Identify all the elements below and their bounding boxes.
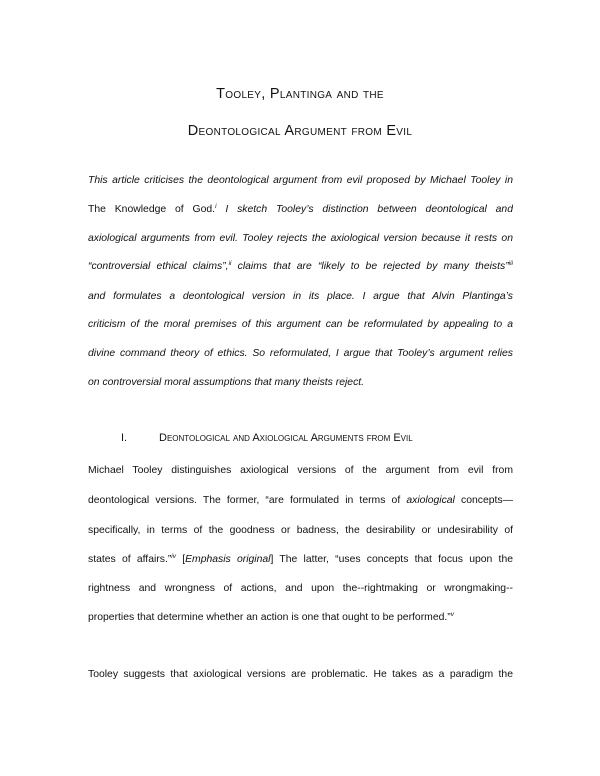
body-line: Tooley suggests that axiological versions are problematic. He takes as a paradigm the [88, 669, 513, 680]
endnote-marker: i [215, 203, 217, 210]
title-line-1: Tooley, Plantinga and the [216, 86, 384, 102]
title-line-2: Deontological Argument from Evil [187, 123, 413, 139]
body-line: deontological versions. The former, “are formulated in terms of axiological concepts— [88, 495, 513, 506]
endnote-marker: iii [508, 260, 513, 267]
section-title: Deontological and Axiological Arguments from Evil [159, 432, 413, 444]
endnote-marker: iv [171, 553, 176, 560]
abstract-line-1: This article criticises the deontological argument from evil proposed by Michael Tooley in [88, 175, 513, 186]
body-line: specifically, in terms of the goodness or badness, the desirability or undesirability of [88, 525, 513, 536]
endnote-marker: ii [228, 260, 232, 267]
abstract-line-3: axiological arguments from evil. Tooley rejects the axiological version because it rests on [88, 233, 513, 244]
section-number: I. [121, 432, 128, 444]
body-line: rightness and wrongness of actions, and upon the--rightmaking or wrongmaking-- [88, 583, 513, 594]
section-heading [121, 432, 413, 444]
book-title: The Knowledge of God. [88, 204, 216, 215]
abstract-line-6: criticism of the moral premises of this argument can be reformulated by appealing to a [88, 319, 513, 330]
abstract-line-2: The Knowledge of God.$^i$ I sketch Tooley’s distinction between deontological and [88, 203, 513, 215]
abstract-line-4: “controversial ethical claims”,$^{ii}$ claims that are “likely to be rejected by many theists”$^{iii}$ [88, 260, 513, 272]
endnote-marker: v [450, 611, 454, 618]
body-line: properties that determine whether an action is one that ought to be performed.”$^v$ [88, 611, 454, 623]
body-line: states of affairs.”$^{iv}$ [Emphasis original] The latter, “uses concepts that focus upon the [88, 553, 513, 565]
body-line: Michael Tooley distinguishes axiological versions of the argument from evil from [88, 465, 513, 476]
abstract-line-7: divine command theory of ethics. So reformulated, I argue that Tooley’s argument relies [88, 348, 513, 359]
abstract-line-5: and formulates a deontological version in its place. I argue that Alvin Plantinga’s [88, 291, 513, 302]
abstract-line-8: on controversial moral assumptions that many theists reject. [88, 377, 365, 388]
